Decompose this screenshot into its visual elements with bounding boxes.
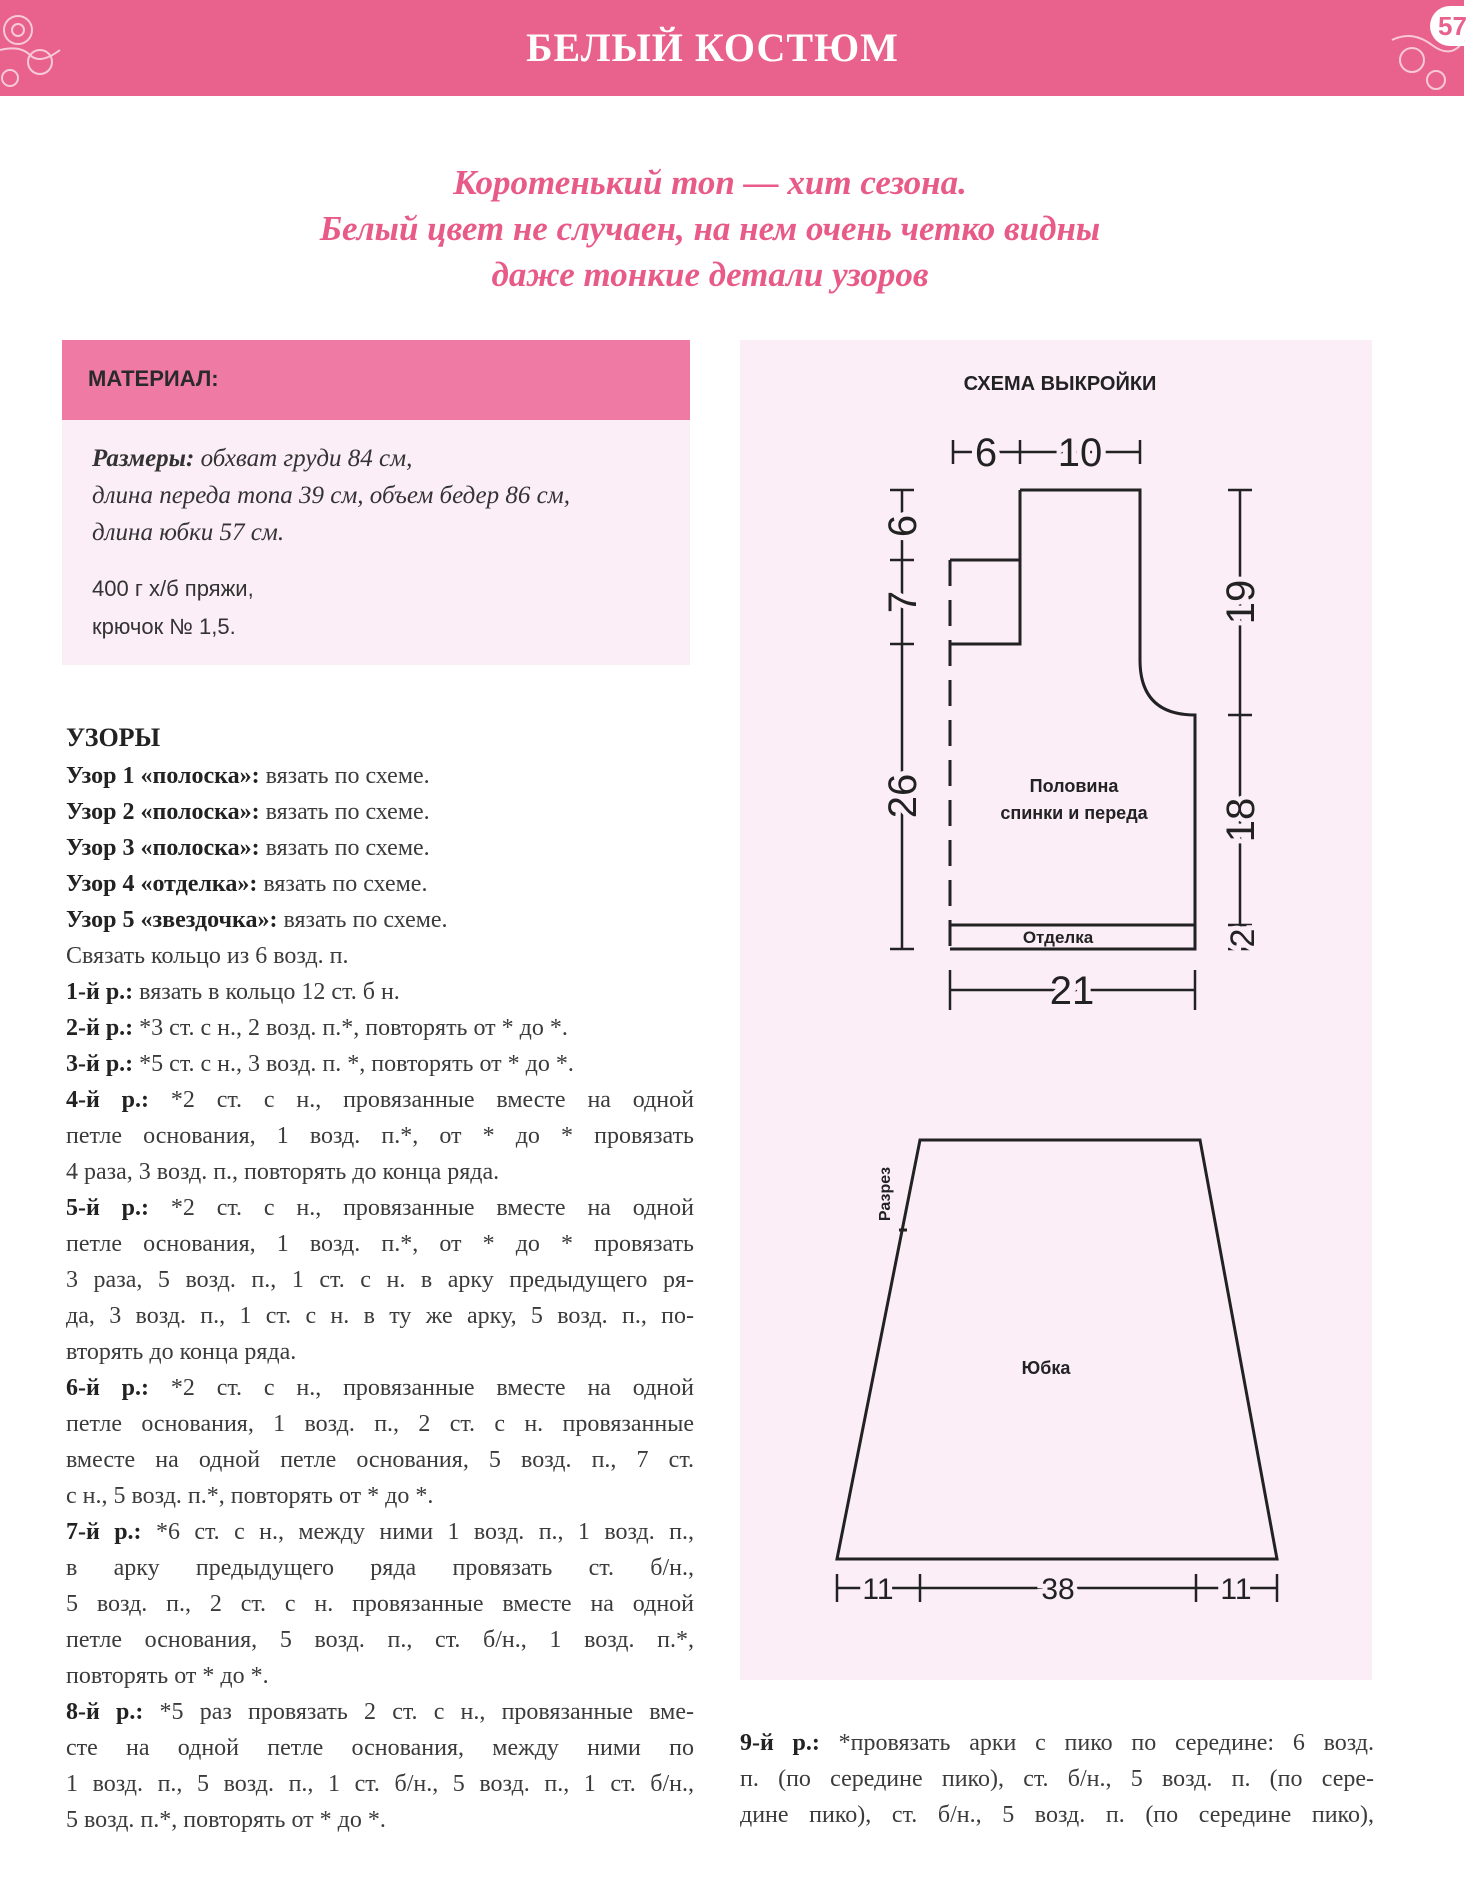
page-title: БЕЛЫЙ КОСТЮМ (526, 25, 899, 70)
yarn-line: 400 г х/б пряжи, (92, 576, 254, 601)
pattern-item: Узор 4 «отделка»: вязать по схеме. (66, 871, 428, 897)
intro-text (200, 160, 1220, 298)
row-7: 7-й р.: *6 ст. с н., между ними 1 возд. п., 1 возд. п., в арку предыдущего ряда провязать ст. б/н., 5 возд. п., 2 ст. с н. провязанные вместе на одной петле основания, 5 возд. п., ст. б/н., 1 возд. п.*, повторять от * до *. (66, 1519, 694, 1689)
material-yarn (92, 570, 254, 646)
page-number: 57 (1430, 6, 1464, 46)
row-2: 2-й р.: *3 ст. с н., 2 возд. п.*, повторять от * до *. (66, 1015, 568, 1041)
skirt-labels (877, 1167, 1071, 1378)
material-sizes (92, 440, 570, 551)
page-header (0, 0, 1467, 96)
row-3: 3-й р.: *5 ст. с н., 3 возд. п. *, повторять от * до *. (66, 1051, 574, 1077)
dim-bottom: 21 (1049, 969, 1095, 1013)
row-6: 6-й р.: *2 ст. с н., провязанные вместе на одной петле основания, 1 возд. п., 2 ст. с н. провязанные вместе на одной петле основания, 5 возд. п., 7 ст. с н., 5 возд. п.*, повторять от * до *. (66, 1375, 694, 1509)
sizes-text: длина юбки 57 см. (92, 519, 285, 546)
sizes-label: Размеры: (92, 445, 195, 472)
row-4: 4-й р.: *2 ст. с н., провязанные вместе на одной петле основания, 1 возд. п.*, от * до * провязать 4 раза, 3 возд. п., повторять до конца ряда. (66, 1087, 694, 1185)
top-piece-label: Половина (1029, 776, 1119, 796)
intro-line: Коротенький топ — хит сезона. (453, 163, 967, 202)
ring-text: Связать кольцо из 6 возд. п. (66, 943, 349, 969)
pattern-item: Узор 2 «полоска»: вязать по схеме. (66, 799, 430, 825)
slit-label: Разрез (877, 1166, 894, 1222)
dim-left-mid: 7 (881, 590, 925, 614)
yarn-line: крючок № 1,5. (92, 614, 236, 639)
skirt-dim-left: 11 (862, 1573, 894, 1606)
dim-right-top: 19 (1219, 579, 1263, 625)
scheme-diagram (740, 340, 1372, 1680)
material-box (62, 340, 690, 665)
dim-top-left: 6 (974, 431, 998, 475)
pattern-scheme (740, 340, 1372, 1680)
material-heading: МАТЕРИАЛ: (88, 366, 219, 391)
patterns-section (66, 720, 694, 1838)
dim-left-top: 6 (881, 514, 925, 538)
dim-right-trim: 2 (1224, 928, 1262, 948)
row-8: 8-й р.: *5 раз провязать 2 ст. с н., провязанные вме- сте на одной петле основания, между ними по 1 возд. п., 5 возд. п., 1 ст. б/н., 5 возд. п., 1 ст. б/н., 5 возд. п.*, повторять от * до *. (66, 1699, 694, 1833)
skirt-outline (837, 1140, 1277, 1559)
top-piece-outline (950, 490, 1195, 949)
top-piece-label: спинки и переда (1000, 803, 1148, 823)
pattern-item: Узор 3 «полоска»: вязать по схеме. (66, 835, 430, 861)
skirt-dim-right: 11 (1220, 1573, 1252, 1606)
trim-label: Отделка (1022, 928, 1094, 947)
skirt-label: Юбка (1021, 1358, 1071, 1378)
row-9: 9-й р.: *провязать арки с пико по середине: 6 возд. п. (по середине пико), ст. б/н., 5 возд. п. (по сере- дине пико), ст. б/н., 5 возд. п. (по середине пико), (740, 1730, 1374, 1828)
dim-left-full: 26 (881, 773, 925, 819)
sizes-text: длина переда топа 39 см, объем бедер 86 см, (92, 482, 570, 509)
patterns-heading: УЗОРЫ (66, 723, 161, 752)
sizes-text: обхват груди 84 см, (194, 445, 413, 472)
scheme-title: СХЕМА ВЫКРОЙКИ (963, 373, 1157, 395)
row-1: 1-й р.: вязать в кольцо 12 ст. б н. (66, 979, 400, 1005)
dim-top-right: 10 (1057, 431, 1103, 475)
pattern-item: Узор 1 «полоска»: вязать по схеме. (66, 763, 430, 789)
top-piece-labels (1000, 776, 1148, 947)
intro-line: даже тонкие детали узоров (491, 255, 929, 294)
dim-right-bottom: 18 (1219, 797, 1263, 843)
intro-line: Белый цвет не случаен, на нем очень четко видны (319, 209, 1101, 248)
skirt-dim-middle: 38 (1041, 1573, 1075, 1606)
row-5: 5-й р.: *2 ст. с н., провязанные вместе на одной петле основания, 1 возд. п.*, от * до * провязать 3 раза, 5 возд. п., 1 ст. с н. в арку предыдущего ря- да, 3 возд. п., 1 ст. с н. в ту же арку, 5 возд. п., по- вторять до конца ряда. (66, 1195, 694, 1365)
material-header (62, 340, 690, 420)
pattern-item: Узор 5 «звездочка»: вязать по схеме. (66, 907, 448, 933)
